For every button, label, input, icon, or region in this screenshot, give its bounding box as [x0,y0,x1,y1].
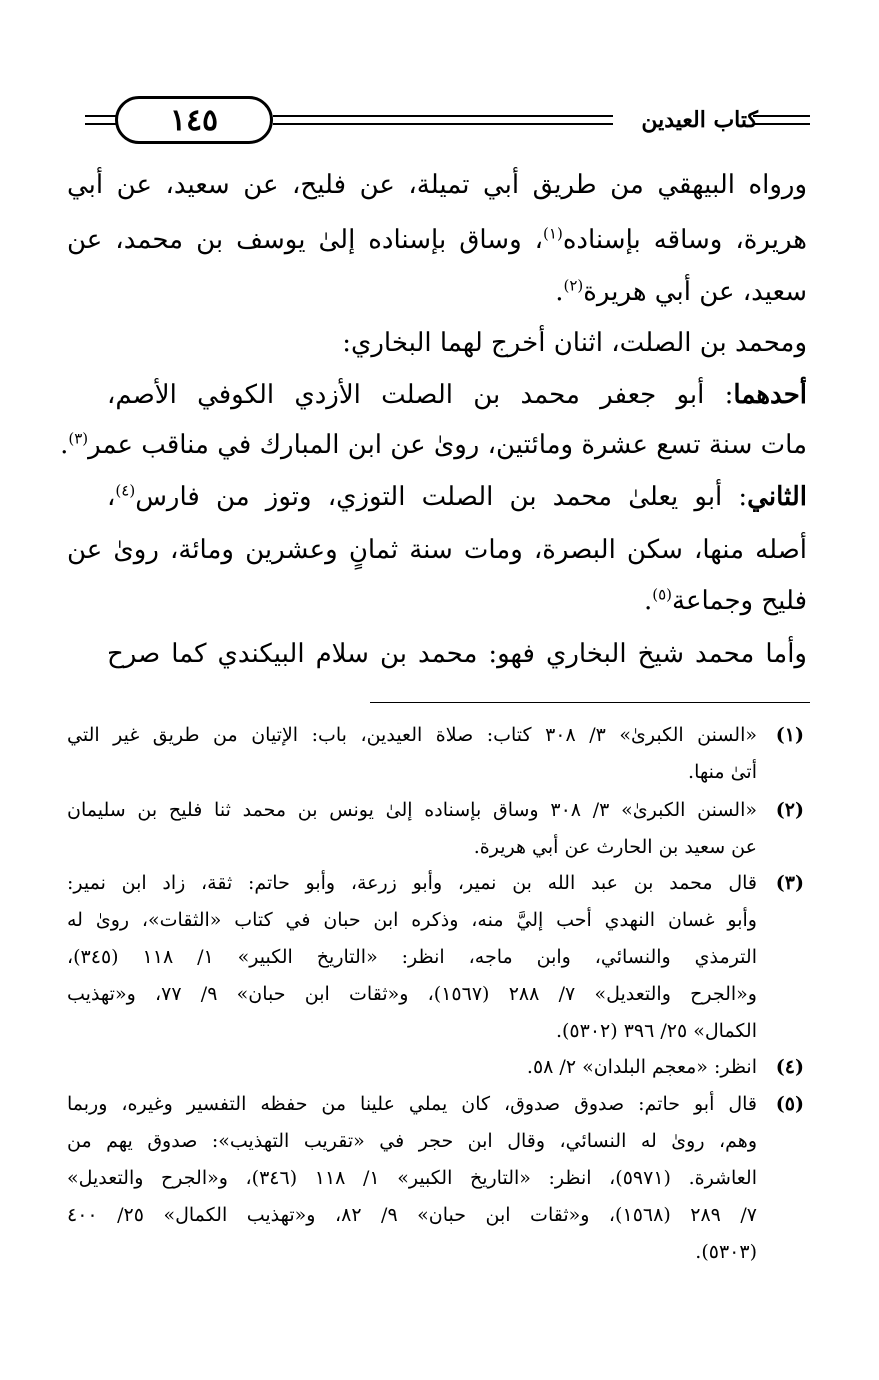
footnote-5-line3: العاشرة. (٥٩٧١)، انظر: «التاريخ الكبير» ١/ ١١٨ (٣٤٦)، و«الجرح والتعديل» [67,1167,757,1189]
header-rule-middle-top [273,115,613,117]
chapter-title: كتاب العيدين [641,107,758,133]
footnote-2-line2: عن سعيد بن الحارث عن أبي هريرة. [473,836,757,858]
footnote-number-3: (٣) [775,872,804,894]
footnote-number-4: (٤) [775,1056,804,1078]
footnote-3-line3: الترمذي والنسائي، وابن ماجه، انظر: «التاريخ الكبير» ١/ ١١٨ (٣٤٥)، [67,946,757,968]
footnote-5-line5: (٥٣٠٣). [695,1241,757,1263]
page-number: ١٤٥ [169,102,219,138]
footnote-5-line4: ٧/ ٢٨٩ (١٥٦٨)، و«ثقات ابن حبان» ٩/ ٨٢، و«تهذيب الكمال» ٢٥/ ٤٠٠ [67,1204,757,1226]
footnote-number-5: (٥) [775,1093,804,1115]
footnote-1-line1: «السنن الكبرىٰ» ٣/ ٣٠٨ كتاب: صلاة العيدين، باب: الإتيان من طريق غير التي [67,724,757,746]
page-header [85,92,810,152]
body-p3-line2: مات سنة تسع عشرة ومائتين، روىٰ عن ابن المبارك في مناقب عمر$^{(٣)}$. [60,429,807,460]
footnote-4-line1: انظر: «معجم البلدان» ٢/ ٥٨. [526,1056,757,1078]
body-p5-line1: وأما محمد شيخ البخاري فهو: محمد بن سلام البيكندي كما صرح [107,639,807,669]
body-p2-line1: ومحمد بن الصلت، اثنان أخرج لهما البخاري: [342,328,807,358]
footnote-2-line1: «السنن الكبرىٰ» ٣/ ٣٠٨ وساق بإسناده إلىٰ يونس بن محمد ثنا فليح بن سليمان [67,799,757,821]
footnote-5-line2: وهم، روىٰ له النسائي، وقال ابن حجر في «تقريب التهذيب»: صدوق يهم من [67,1130,757,1152]
label-first: أحدهما [733,380,807,410]
body-p1-line2: هريرة، وساقه بإسناده$^{(١)}$، وساق بإسناده إلىٰ يوسف بن محمد، عن [67,224,808,255]
header-rule-middle-bottom [273,123,613,125]
body-p3-line1: أحدهما: أبو جعفر محمد بن الصلت الأزدي الكوفي الأصم، [107,380,807,410]
footnote-1-line2: أتىٰ منها. [688,761,757,783]
body-p4-line1: الثاني: أبو يعلىٰ محمد بن الصلت التوزي، وتوز من فارس$^{(٤)}$، [107,481,807,512]
footnote-3-line2: وأبو غسان النهدي أحب إليَّ منه، وذكره ابن حبان في كتاب «الثقات»، روىٰ له [67,909,757,931]
body-p4-line2: أصله منها، سكن البصرة، ومات سنة ثمانٍ وعشرين ومائة، روىٰ عن [67,535,807,565]
footnote-ref-3: (٣) [68,429,89,448]
label-second: الثاني [747,482,807,512]
header-rule-right-top [753,115,810,117]
footnote-3-line4: و«الجرح والتعديل» ٧/ ٢٨٨ (١٥٦٧)، و«ثقات ابن حبان» ٩/ ٧٧، و«تهذيب [67,983,757,1005]
footnote-ref-2: (٢) [563,276,584,295]
footnote-ref-5: (٥) [652,585,673,604]
header-rule-right-bottom [753,123,810,125]
page-number-badge [115,96,273,144]
footnote-number-1: (١) [775,724,804,746]
footnote-ref-4: (٤) [115,481,136,500]
body-p1-line3: سعيد، عن أبي هريرة$^{(٢)}$. [555,276,807,307]
footnote-5-line1: قال أبو حاتم: صدوق صدوق، كان يملي علينا من حفظه التفسير وغيره، وربما [67,1093,757,1115]
body-p1-line1: ورواه البيهقي من طريق أبي تميلة، عن فليح، عن سعيد، عن أبي [67,170,807,200]
body-p4-line3: فليح وجماعة$^{(٥)}$. [643,585,807,616]
footnote-number-2: (٢) [775,799,804,821]
footnote-3-line5: الكمال» ٢٥/ ٣٩٦ (٥٣٠٢). [555,1020,757,1042]
footnote-ref-1: (١) [543,224,563,243]
footnote-separator [370,702,810,703]
footnote-3-line1: قال محمد بن عبد الله بن نمير، وأبو زرعة، وأبو حاتم: ثقة، زاد ابن نمير: [67,872,757,894]
